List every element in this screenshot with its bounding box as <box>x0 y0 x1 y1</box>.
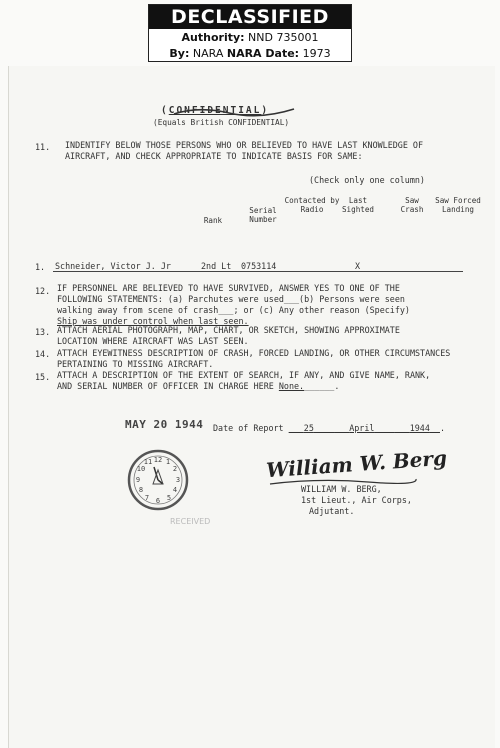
column-saw-crash: Saw Crash <box>400 196 424 214</box>
item-14-number: 14. <box>35 349 51 359</box>
column-saw-forced-landing: Saw Forced Landing <box>435 196 481 214</box>
column-contacted-by-radio: Contacted by Radio <box>284 196 340 214</box>
svg-text:3: 3 <box>175 476 181 484</box>
svg-text:9: 9 <box>135 476 141 484</box>
row-1-name: Schneider, Victor J. Jr <box>55 261 171 271</box>
report-month: April <box>349 423 375 433</box>
received-stamp-date: MAY 20 1944 <box>125 418 204 431</box>
svg-text:11: 11 <box>143 458 153 466</box>
item-15-line-1: ATTACH A DESCRIPTION OF THE EXTENT OF SEARCH, IF ANY, AND GIVE NAME, RANK, <box>57 370 431 380</box>
item-13-line-2: LOCATION WHERE AIRCRAFT WAS LAST SEEN. <box>57 336 249 346</box>
authority-value: NND 735001 <box>248 31 319 44</box>
svg-text:6: 6 <box>155 497 161 505</box>
svg-text:1: 1 <box>165 458 171 466</box>
clock-stamp-icon <box>125 440 211 530</box>
nara-date-label: NARA Date: <box>226 47 300 60</box>
column-last-sighted: Last Sighted <box>341 196 374 214</box>
column-serial-number: Serial Number <box>249 206 277 224</box>
item-15-number: 15. <box>35 372 51 382</box>
item-14-line-1: ATTACH EYEWITNESS DESCRIPTION OF CRASH, FORCED LANDING, OR OTHER CIRCUMSTANCES <box>57 348 451 358</box>
signer-title: Adjutant. <box>309 506 355 516</box>
banner-by <box>149 47 351 60</box>
handwritten-signature: William W. Berg <box>265 445 448 483</box>
item-15-line-2: AND SERIAL NUMBER OF OFFICER IN CHARGE HERE None.______. <box>57 381 340 391</box>
item-12-line-4: Ship was under control when last seen. <box>57 316 249 326</box>
svg-text:8: 8 <box>138 486 144 494</box>
nara-date-value: 1973 <box>302 47 331 60</box>
item-12-line-3: walking away from scene of crash___; or (c) Any other reason (Specify) <box>57 305 410 315</box>
svg-text:2: 2 <box>172 465 178 473</box>
item-12-number: 12. <box>35 286 51 296</box>
row-1-check-mark: X <box>355 261 361 271</box>
classification-text: CONFIDENTIAL <box>168 105 262 116</box>
item-12-line-2: FOLLOWING STATEMENTS: (a) Parchutes were used___(b) Persons were seen <box>57 294 405 304</box>
svg-text:7: 7 <box>144 494 150 502</box>
banner-authority <box>149 31 351 44</box>
row-1-rank: 2nd Lt <box>201 261 232 271</box>
item-14-line-2: PERTAINING TO MISSING AIRCRAFT. <box>57 359 214 369</box>
svg-text:12: 12 <box>153 456 163 464</box>
item-15-answer: None. <box>278 381 305 391</box>
report-day: 25 <box>303 423 314 433</box>
row-1-number: 1. <box>35 262 46 272</box>
check-note: (Check only one column) <box>309 175 425 185</box>
item-13-line-1: ATTACH AERIAL PHOTOGRAPH, MAP, CHART, OR SKETCH, SHOWING APPROXIMATE <box>57 325 400 335</box>
row-1-underline <box>53 271 463 272</box>
date-of-report-label: Date of Report <box>213 423 284 433</box>
item-11-line-2: AIRCRAFT, AND CHECK APPROPRIATE TO INDICATE BASIS FOR SAME: <box>65 151 363 161</box>
signer-name: WILLIAM W. BERG, <box>301 484 382 494</box>
declassified-banner <box>148 4 352 62</box>
svg-text:5: 5 <box>166 494 172 502</box>
signer-rank: 1st Lieut., Air Corps, <box>301 495 412 505</box>
report-year: 1944 <box>409 423 430 433</box>
by-value: NARA <box>192 47 224 60</box>
banner-title: DECLASSIFIED <box>149 5 351 29</box>
item-12-line-1: IF PERSONNEL ARE BELIEVED TO HAVE SURVIVED, ANSWER YES TO ONE OF THE <box>57 283 400 293</box>
row-1-serial: 0753114 <box>241 261 277 271</box>
equals-british: (Equals British CONFIDENTIAL) <box>153 118 290 127</box>
signature-flourish <box>268 476 418 490</box>
classification-heading: (CONFIDENTIAL) <box>161 105 270 116</box>
document-page <box>8 66 495 748</box>
svg-text:10: 10 <box>136 465 146 473</box>
authority-label: Authority: <box>181 31 245 44</box>
item-15-line-2-text: AND SERIAL NUMBER OF OFFICER IN CHARGE HERE <box>57 381 274 391</box>
clock-stamp-text: RECEIVED <box>170 517 211 526</box>
by-label: By: <box>169 47 190 60</box>
svg-text:4: 4 <box>172 486 178 494</box>
column-rank: Rank <box>203 216 223 225</box>
item-13-number: 13. <box>35 327 51 337</box>
date-of-report: Date of Report 25 April 1944 . <box>213 423 446 433</box>
item-11-number: 11. <box>35 142 51 152</box>
item-11-line-1: INDENTIFY BELOW THOSE PERSONS WHO OR BELIEVED TO HAVE LAST KNOWLEDGE OF <box>65 140 423 150</box>
